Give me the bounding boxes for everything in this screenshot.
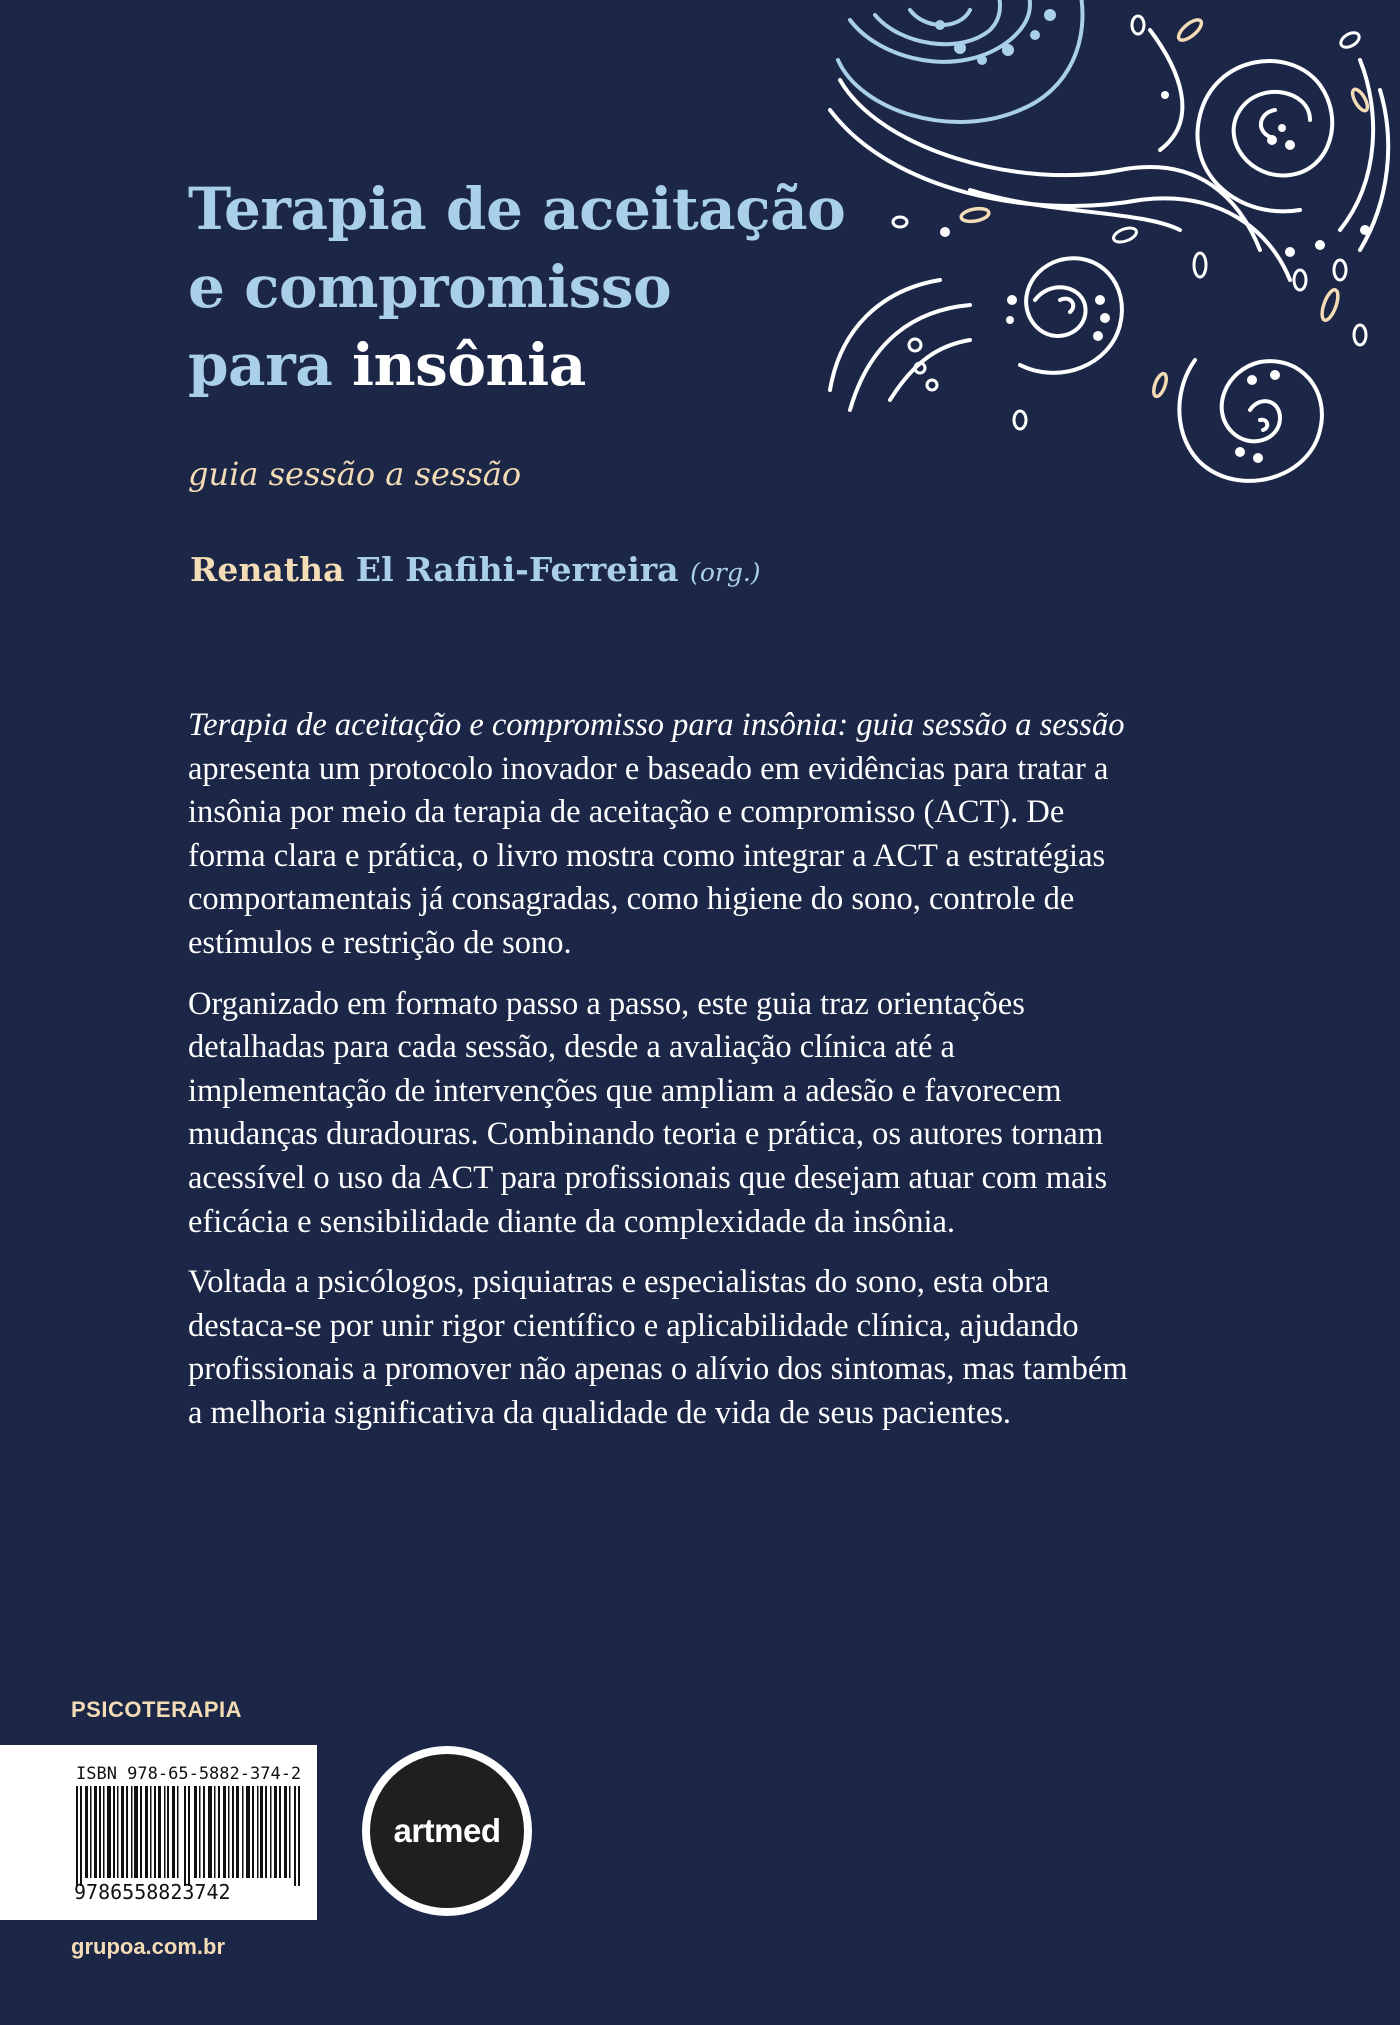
isbn-label: ISBN 978-65-5882-374-2 (76, 1764, 302, 1784)
title-line-2: e compromisso (188, 253, 672, 321)
book-subtitle: guia sessão a sessão (188, 455, 522, 493)
book-title (188, 170, 845, 404)
publisher-name: artmed (393, 1812, 501, 1849)
description-paragraph-2: Organizado em formato passo a passo, este guia traz orientações detalhadas para cada sessão, desde a avaliação clínica até a implementação de intervenções que ampliam a adesão e favorecem mudanças duradouras. Combinando teoria e prática, os autores tornam acessível o uso da ACT para profissionais que desejam atuar com mais eficácia e sensibilidade diante da complexidade da insônia. (188, 985, 1108, 1240)
book-description (188, 704, 1128, 1453)
title-line-1: Terapia de aceitação (188, 175, 846, 243)
description-paragraph-3: Voltada a psicólogos, psiquiatras e especialistas do sono, esta obra destaca-se por unir rigor científico e aplicabilidade clínica, ajudando profissionais a promover não apenas o alívio dos sintomas, mas também a melhoria significativa da qualidade de vida de seus pacientes. (188, 1264, 1128, 1431)
author-role: (org.) (690, 558, 761, 587)
description-paragraph-1 (188, 704, 1128, 966)
author-first-name: Renatha (190, 550, 345, 589)
publisher-logo (362, 1746, 532, 1916)
description-paragraph-1-text: apresenta um protocolo inovador e baseado em evidências para tratar a insônia por meio da terapia de aceitação e compromisso (ACT). De forma clara e prática, o livro mostra como integrar a ACT a estratégias comportamentais já consagradas, como higiene do sono, controle de estímulos e restrição de sono. (188, 750, 1109, 961)
swirl-illustration (820, 0, 1400, 510)
title-accent-word: insônia (351, 331, 586, 399)
category-label: PSICOTERAPIA (71, 1697, 243, 1722)
barcode-digits: 9786558823742 (74, 1880, 231, 1904)
title-line-3 (188, 326, 845, 404)
author-last-name: El Rafihi-Ferreira (344, 550, 679, 589)
publisher-website: grupoa.com.br (71, 1934, 226, 1959)
barcode (76, 1786, 302, 1886)
title-line-3-part-1: para (188, 331, 352, 399)
author-line (190, 550, 761, 589)
description-title-italic: Terapia de aceitação e compromisso para insônia: guia sessão a sessão (188, 707, 1125, 743)
